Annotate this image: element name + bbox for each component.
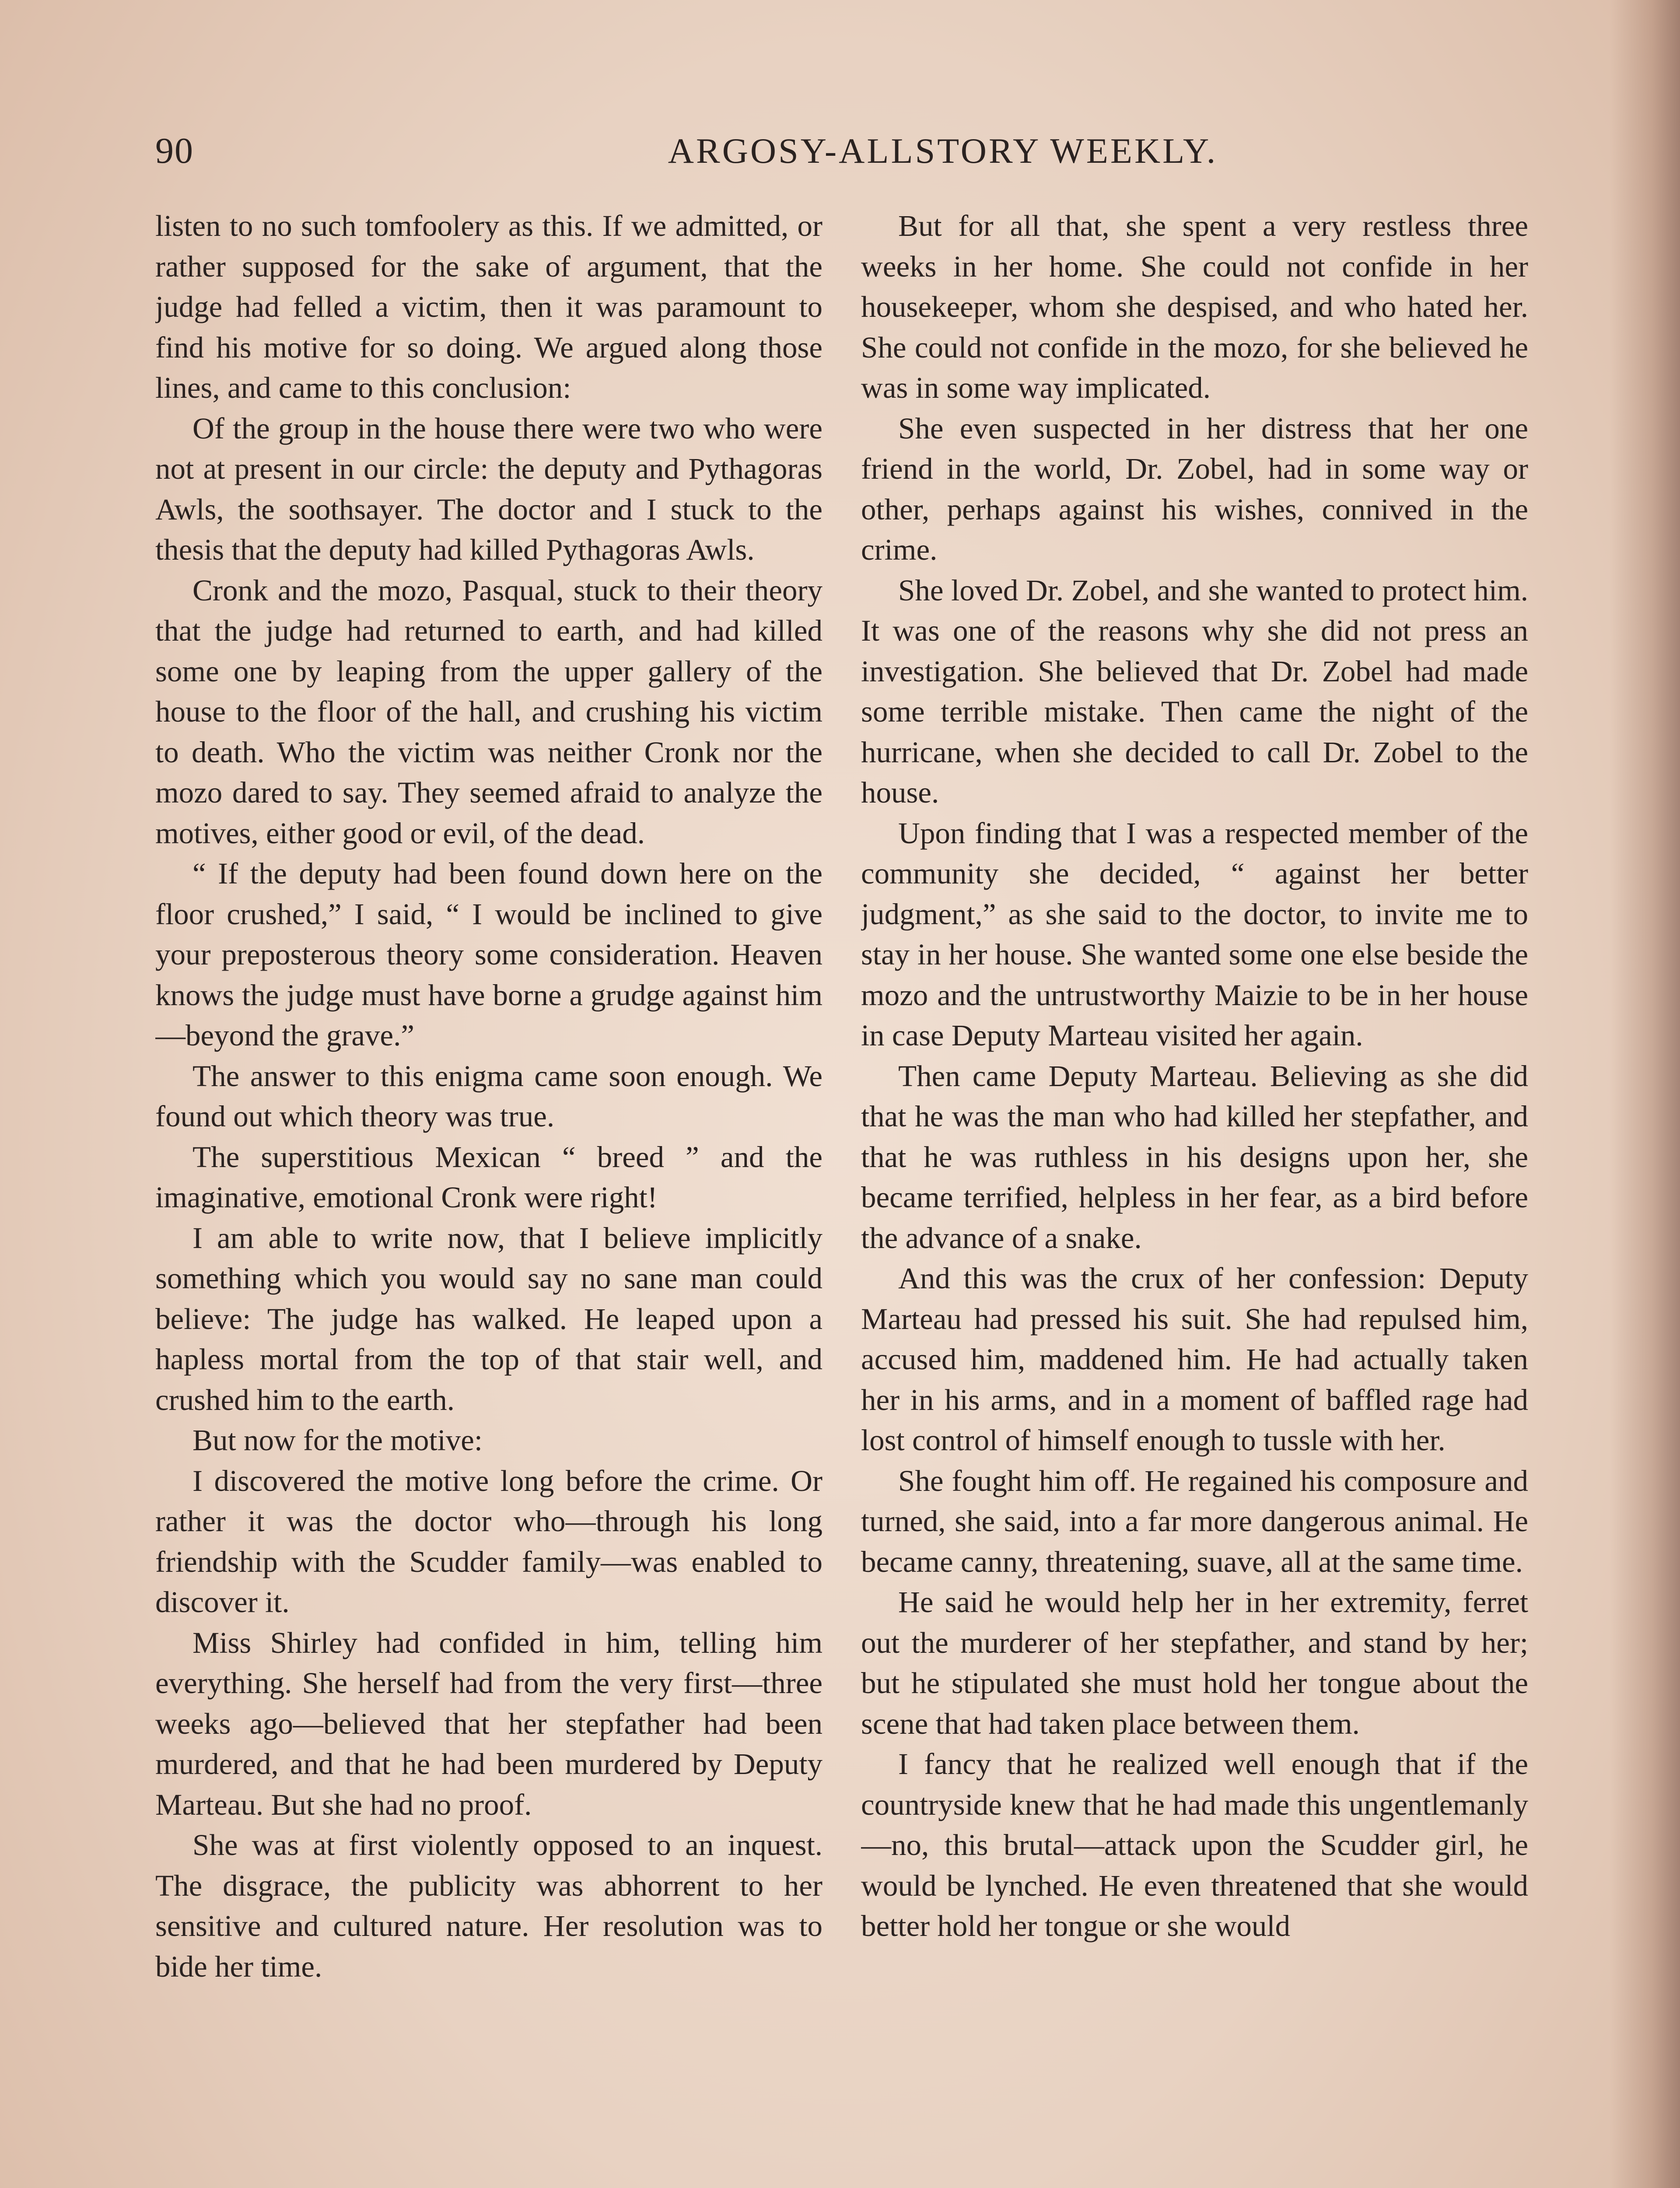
paragraph: listen to no such tomfoolery as this. If we admitted, or rather supposed for the sake of argument, that the judge had felled a victim, then it was paramount to find his motive for so doing. We argued along those lines, and came to this conclusion:	[155, 209, 822, 404]
paragraph: But for all that, she spent a very restless three weeks in her home. She could not confide in her housekeeper, whom she despised, and who hated her. She could not confide in the mozo, for she believed he was in some way implicated.	[861, 209, 1528, 404]
text-column-right	[861, 206, 1528, 2188]
paragraph: I am able to write now, that I believe implicitly something which you would say no sane man could believe: The judge has walked. He leaped upon a hapless mortal from the top of that stair well, and crushed him to the earth.	[155, 1221, 822, 1417]
page-header	[155, 127, 1555, 175]
paragraph: She fought him off. He regained his composure and turned, she said, into a far more dangerous animal. He became canny, threatening, suave, all at the same time.	[861, 1464, 1528, 1578]
paragraph: He said he would help her in her extremity, ferret out the murderer of her stepfather, and stand by her; but he stipulated she must hold her tongue about the scene that had taken place between them.	[861, 1585, 1528, 1740]
text-column-left	[155, 206, 822, 2188]
running-head: ARGOSY-ALLSTORY WEEKLY.	[668, 131, 1218, 171]
page-number: 90	[155, 130, 194, 171]
paragraph: “ If the deputy had been found down here on the floor crushed,” I said, “ I would be inclined to give your preposterous theory some consideration. Heaven knows the judge must have borne a grudge against him—beyond the grave.”	[155, 857, 822, 1052]
paragraph: I fancy that he realized well enough that if the countryside knew that he had made this ungentlemanly—no, this brutal—attack upon the Scudder girl, he would be lynched. He even threatened that she would better hold her tongue or she would	[861, 1747, 1528, 1943]
paragraph: I discovered the motive long before the crime. Or rather it was the doctor who—through his long friendship with the Scudder family—was enabled to discover it.	[155, 1464, 822, 1619]
paragraph: She loved Dr. Zobel, and she wanted to protect him. It was one of the reasons why she did not press an investigation. She believed that Dr. Zobel had made some terrible mistake. Then came the night of the hurricane, when she decided to call Dr. Zobel to the house.	[861, 573, 1528, 809]
paragraph: But now for the motive:	[192, 1424, 483, 1457]
paragraph: She was at first violently opposed to an inquest. The disgrace, the publicity was abhorrent to her sensitive and cultured nature. Her resolution was to bide her time.	[155, 1828, 822, 1983]
paragraph: Then came Deputy Marteau. Believing as she did that he was the man who had killed her stepfather, and that he was ruthless in his designs upon her, she became terrified, helpless in her fear, as a bird before the advance of a snake.	[861, 1059, 1528, 1255]
paragraph: The superstitious Mexican “ breed ” and the imaginative, emotional Cronk were right!	[155, 1140, 822, 1214]
page-edge-shadow	[1610, 0, 1680, 2188]
paragraph: Miss Shirley had confided in him, telling him everything. She herself had from the very first—three weeks ago—believed that her stepfather had been murdered, and that he had been murdered by Deputy Marteau. But she had no proof.	[155, 1626, 822, 1821]
paragraph: Upon finding that I was a respected member of the community she decided, “ against her better judgment,” as she said to the doctor, to invite me to stay in her house. She wanted some one else beside the mozo and the untrustworthy Maizie to be in her house in case Deputy Marteau visited her again.	[861, 816, 1528, 1052]
paragraph: She even suspected in her distress that her one friend in the world, Dr. Zobel, had in some way or other, perhaps against his wishes, connived in the crime.	[861, 411, 1528, 566]
paragraph: Cronk and the mozo, Pasqual, stuck to their theory that the judge had returned to earth, and had killed some one by leaping from the upper gallery of the house to the floor of the hall, and crushing his victim to death. Who the victim was neither Cronk nor the mozo dared to say. They seemed afraid to analyze the motives, either good or evil, of the dead.	[155, 573, 822, 850]
paragraph: The answer to this enigma came soon enough. We found out which theory was true.	[155, 1059, 822, 1133]
paragraph: And this was the crux of her confession: Deputy Marteau had pressed his suit. She had repulsed him, accused him, maddened him. He had actually taken her in his arms, and in a moment of baffled rage had lost control of himself enough to tussle with her.	[861, 1262, 1528, 1457]
paragraph: Of the group in the house there were two who were not at present in our circle: the deputy and Pythagoras Awls, the soothsayer. The doctor and I stuck to the thesis that the deputy had killed Pythagoras Awls.	[155, 411, 822, 566]
